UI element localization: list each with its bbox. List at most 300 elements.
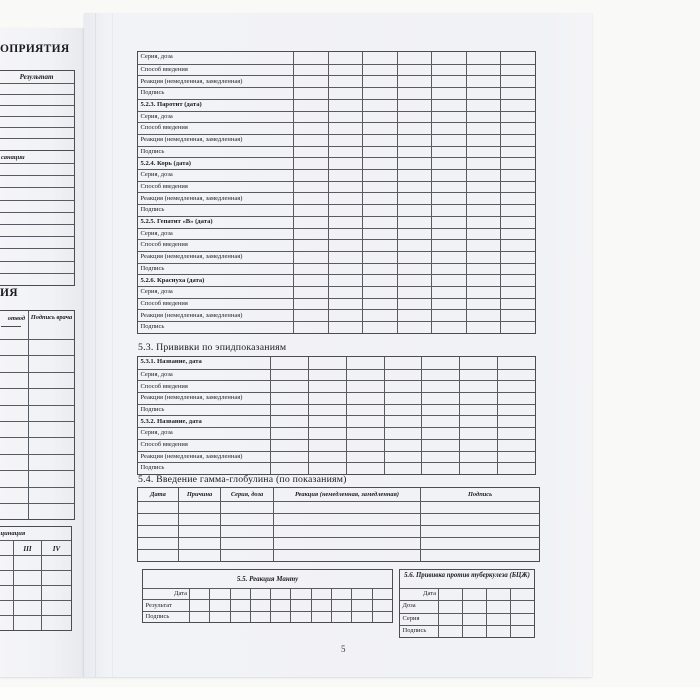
empty-cell [372,612,392,622]
empty-cell [293,287,328,298]
empty-cell [138,526,178,537]
row-label: Способ введения [140,299,188,307]
table-row [0,405,74,421]
empty-cell [328,100,363,111]
empty-cell [0,406,28,421]
row-label: Способ введения [140,241,188,249]
empty-cell [293,88,328,99]
empty-cell [311,589,331,599]
empty-cell [497,405,535,416]
table-row [138,392,535,404]
column-header: Серия, доза [220,488,273,501]
empty-cell [431,170,466,181]
empty-cell [293,135,328,146]
empty-cell [420,538,539,549]
empty-cell [459,381,497,392]
empty-cell [362,229,397,240]
row-label: Серия [402,614,420,622]
empty-cell [308,370,346,381]
table-row [138,122,535,134]
empty-cell [273,514,420,525]
empty-cell [384,381,422,392]
empty-cell [500,264,535,275]
empty-cell [328,252,363,263]
empty-cell [431,229,466,240]
empty-cell [308,393,346,404]
left-heading-partial-2: ИЯ [0,287,18,299]
empty-cell [178,514,220,525]
table-row [0,570,71,585]
empty-cell [466,205,501,216]
empty-cell [362,158,397,169]
empty-cell [13,586,41,600]
empty-cell [328,147,363,158]
empty-cell [189,589,209,599]
table-row [138,204,535,216]
row-label: Дата [174,590,187,598]
empty-cell [220,526,273,537]
empty-cell [270,370,308,381]
table-row [138,380,535,392]
empty-cell [293,112,328,123]
empty-cell [328,275,363,286]
empty-cell [362,287,397,298]
empty-cell [459,416,497,427]
table-row [143,599,392,610]
table-row [138,228,535,240]
empty-cell [328,240,363,251]
mantoux-table-55 [142,569,393,623]
revaccination-table [0,526,72,631]
row-label: Подпись [402,627,427,635]
empty-cell [178,550,220,561]
empty-cell [397,123,432,134]
empty-cell [273,538,420,549]
empty-cell [431,135,466,146]
empty-cell [209,589,229,599]
row-label: 5.2.4. Корь (дата) [140,159,192,167]
table-row [138,64,535,76]
empty-cell [486,601,510,612]
empty-cell [270,589,290,599]
empty-cell [397,229,432,240]
empty-cell [346,393,384,404]
empty-cell [308,416,346,427]
empty-cell [510,589,534,600]
table-row [138,146,535,158]
empty-cell [466,252,501,263]
left-heading-partial: ОПРИЯТИЯ [0,43,70,55]
empty-cell [270,463,308,474]
empty-cell [293,52,328,64]
row-label: Реакция (немедленная, замедленная) [140,394,243,402]
empty-cell [41,571,71,585]
table-row [138,181,535,193]
empty-cell [397,147,432,158]
empty-cell [0,601,13,615]
table-row [138,357,535,369]
empty-cell [250,600,270,610]
table-row [0,138,74,149]
empty-cell [420,502,539,513]
empty-cell [290,589,310,599]
empty-cell [397,275,432,286]
empty-cell [293,170,328,181]
table-row [138,513,539,525]
empty-cell [293,205,328,216]
empty-cell [331,600,351,610]
empty-cell [328,88,363,99]
empty-cell [270,452,308,463]
table-row [138,462,535,474]
empty-cell [466,193,501,204]
empty-cell [500,88,535,99]
table-row [138,488,539,501]
empty-cell [510,626,534,637]
empty-cell [431,52,466,64]
table-row [0,388,74,404]
empty-cell [178,538,220,549]
table-row [400,625,534,637]
table-row [0,555,71,570]
empty-cell [466,123,501,134]
row-label: Результат [145,601,172,609]
empty-cell [431,287,466,298]
empty-cell [466,240,501,251]
empty-cell [328,310,363,321]
table-row [0,116,74,127]
empty-cell [466,217,501,228]
column-header: Реакция (немедленная, замедленная) [273,488,420,501]
table-row [138,75,535,87]
empty-cell [500,123,535,134]
empty-cell [362,100,397,111]
row-label: Реакция (немедленная, замедленная) [140,452,243,460]
bcg-table-56 [399,569,535,638]
table-row [0,421,74,437]
empty-cell [486,614,510,625]
empty-cell [138,550,178,561]
empty-cell [328,158,363,169]
empty-cell [220,550,273,561]
empty-cell [421,370,459,381]
empty-cell [293,193,328,204]
table-title: санации [1,153,25,161]
empty-cell [500,299,535,310]
column-header [0,541,13,555]
empty-cell [397,287,432,298]
table-row [138,216,535,228]
table-row [0,615,71,630]
empty-cell [431,240,466,251]
empty-cell [431,205,466,216]
empty-cell [220,502,273,513]
empty-cell [459,463,497,474]
column-header: отвод [0,311,28,339]
row-label: Способ введения [140,382,188,390]
empty-cell [351,600,371,610]
empty-cell [466,229,501,240]
row-label: Дата [423,590,436,598]
empty-cell [397,310,432,321]
empty-cell [459,393,497,404]
empty-cell [28,406,74,421]
empty-cell [500,158,535,169]
empty-cell [431,147,466,158]
empty-cell [328,322,363,333]
gamma-globulin-table-54 [137,487,540,562]
empty-cell [500,217,535,228]
empty-cell [293,147,328,158]
empty-cell [384,428,422,439]
row-label: Подпись [140,264,165,272]
empty-cell [431,65,466,76]
empty-cell [28,373,74,388]
empty-cell [346,452,384,463]
empty-cell [431,310,466,321]
empty-cell [397,205,432,216]
empty-cell [384,440,422,451]
empty-cell [421,440,459,451]
empty-cell [462,614,486,625]
empty-cell [0,471,28,486]
empty-cell [189,612,209,622]
table-title: Результат [19,73,54,81]
empty-cell [397,76,432,87]
empty-cell [328,135,363,146]
table-row [0,127,74,138]
column-header: III [13,541,41,555]
table-row [138,99,535,111]
row-label: Способ введения [140,124,188,132]
empty-cell [270,428,308,439]
empty-cell [362,65,397,76]
empty-cell [431,322,466,333]
empty-cell [270,612,290,622]
empty-cell [311,600,331,610]
row-label: Серия, доза [140,171,173,179]
table-row [400,600,534,612]
empty-cell [270,393,308,404]
table-row [138,169,535,181]
empty-cell [293,240,328,251]
empty-cell [0,586,13,600]
empty-cell [459,370,497,381]
table-row [400,613,534,625]
empty-cell [362,52,397,64]
row-label: Способ введения [140,441,188,448]
row-label: Серия, доза [140,288,173,296]
empty-cell [346,381,384,392]
empty-cell [384,357,422,369]
empty-cell [466,135,501,146]
empty-cell [328,287,363,298]
column-header: Подпись [420,488,539,501]
empty-cell [308,405,346,416]
empty-cell [308,381,346,392]
empty-cell [466,310,501,321]
empty-cell [0,571,13,585]
table-row [0,470,74,486]
empty-cell [497,463,535,474]
empty-cell [293,264,328,275]
row-label: Реакция (немедленная, замедленная) [140,253,243,261]
empty-cell [497,416,535,427]
empty-cell [346,357,384,369]
empty-cell [28,455,74,470]
empty-cell [293,158,328,169]
empty-cell [328,299,363,310]
empty-cell [0,438,28,453]
table-row [138,415,535,427]
empty-cell [0,422,28,437]
empty-cell [431,217,466,228]
table-row [138,427,535,439]
empty-cell [328,229,363,240]
empty-cell [41,616,71,630]
empty-cell [431,88,466,99]
empty-cell [431,264,466,275]
empty-cell [420,550,539,561]
table-row [0,175,74,187]
row-label: Способ введения [140,182,188,190]
empty-cell [311,612,331,622]
table-title: 5.5. Реакция Манту [236,575,299,583]
empty-cell [138,502,178,513]
empty-cell [438,601,462,612]
empty-cell [28,488,74,503]
empty-cell [290,612,310,622]
row-label: Серия, доза [140,370,173,378]
empty-cell [293,76,328,87]
epid-vaccination-grid-53 [137,356,536,475]
empty-cell [0,616,13,630]
empty-cell [397,170,432,181]
empty-cell [486,626,510,637]
table-row [0,105,74,116]
empty-cell [293,123,328,134]
empty-cell [500,182,535,193]
empty-cell [28,356,74,371]
empty-cell [431,123,466,134]
empty-cell [466,65,501,76]
empty-cell [28,438,74,453]
empty-cell [362,322,397,333]
table-row [0,585,71,600]
empty-cell [362,123,397,134]
empty-cell [0,356,28,371]
empty-cell [328,52,363,64]
empty-cell [431,193,466,204]
empty-cell [431,158,466,169]
table-row [138,309,535,321]
empty-cell [308,463,346,474]
empty-cell [362,88,397,99]
empty-cell [497,370,535,381]
empty-cell [466,88,501,99]
row-label: Подпись [140,147,165,155]
empty-cell [384,405,422,416]
section-54-heading: 5.4. Введение гамма-глобулина (по показаниям) [138,474,347,485]
empty-cell [293,217,328,228]
table-row [0,503,74,519]
empty-cell [384,463,422,474]
column-header: Причина [178,488,220,501]
column-header: Дата [150,490,166,498]
empty-cell [466,76,501,87]
empty-cell [0,488,28,503]
table-row [0,236,74,248]
empty-cell [362,112,397,123]
row-label: Способ введения [140,65,188,73]
empty-cell [328,182,363,193]
empty-cell [28,471,74,486]
table-row [0,372,74,388]
table-row [0,487,74,503]
empty-cell [486,589,510,600]
row-label: 5.2.6. Краснуха (дата) [140,276,205,284]
empty-cell [459,428,497,439]
empty-cell [431,299,466,310]
table-row [0,273,74,285]
empty-cell [397,182,432,193]
empty-cell [28,340,74,355]
table-row [0,339,74,355]
empty-cell [41,601,71,615]
table-row [0,600,71,615]
sanation-table [0,150,75,286]
section-53-heading: 5.3. Прививки по эпидпоказаниям [138,342,287,353]
row-label: Подпись [140,464,165,472]
empty-cell [497,440,535,451]
empty-cell [270,600,290,610]
empty-cell [438,614,462,625]
table-row [0,163,74,175]
table-row [138,549,539,561]
empty-cell [270,381,308,392]
row-label: 5.2.5. Гепатит «В» (дата) [140,218,213,226]
empty-cell [510,614,534,625]
empty-cell [346,463,384,474]
empty-cell [13,556,41,570]
empty-cell [500,135,535,146]
empty-cell [362,76,397,87]
empty-cell [328,217,363,228]
empty-cell [41,556,71,570]
empty-cell [293,252,328,263]
empty-cell [421,393,459,404]
empty-cell [270,440,308,451]
empty-cell [351,612,371,622]
empty-cell [293,275,328,286]
table-row [0,311,74,339]
empty-cell [421,452,459,463]
empty-cell [372,600,392,610]
table-row [0,437,74,453]
empty-cell [397,112,432,123]
empty-cell [0,389,28,404]
empty-cell [459,440,497,451]
table-row [0,200,74,212]
table-row [138,263,535,275]
empty-cell [500,322,535,333]
empty-cell [500,147,535,158]
empty-cell [270,416,308,427]
row-label: Реакция (немедленная, замедленная) [140,311,243,319]
result-table [0,70,75,151]
empty-cell [331,589,351,599]
empty-cell [362,240,397,251]
